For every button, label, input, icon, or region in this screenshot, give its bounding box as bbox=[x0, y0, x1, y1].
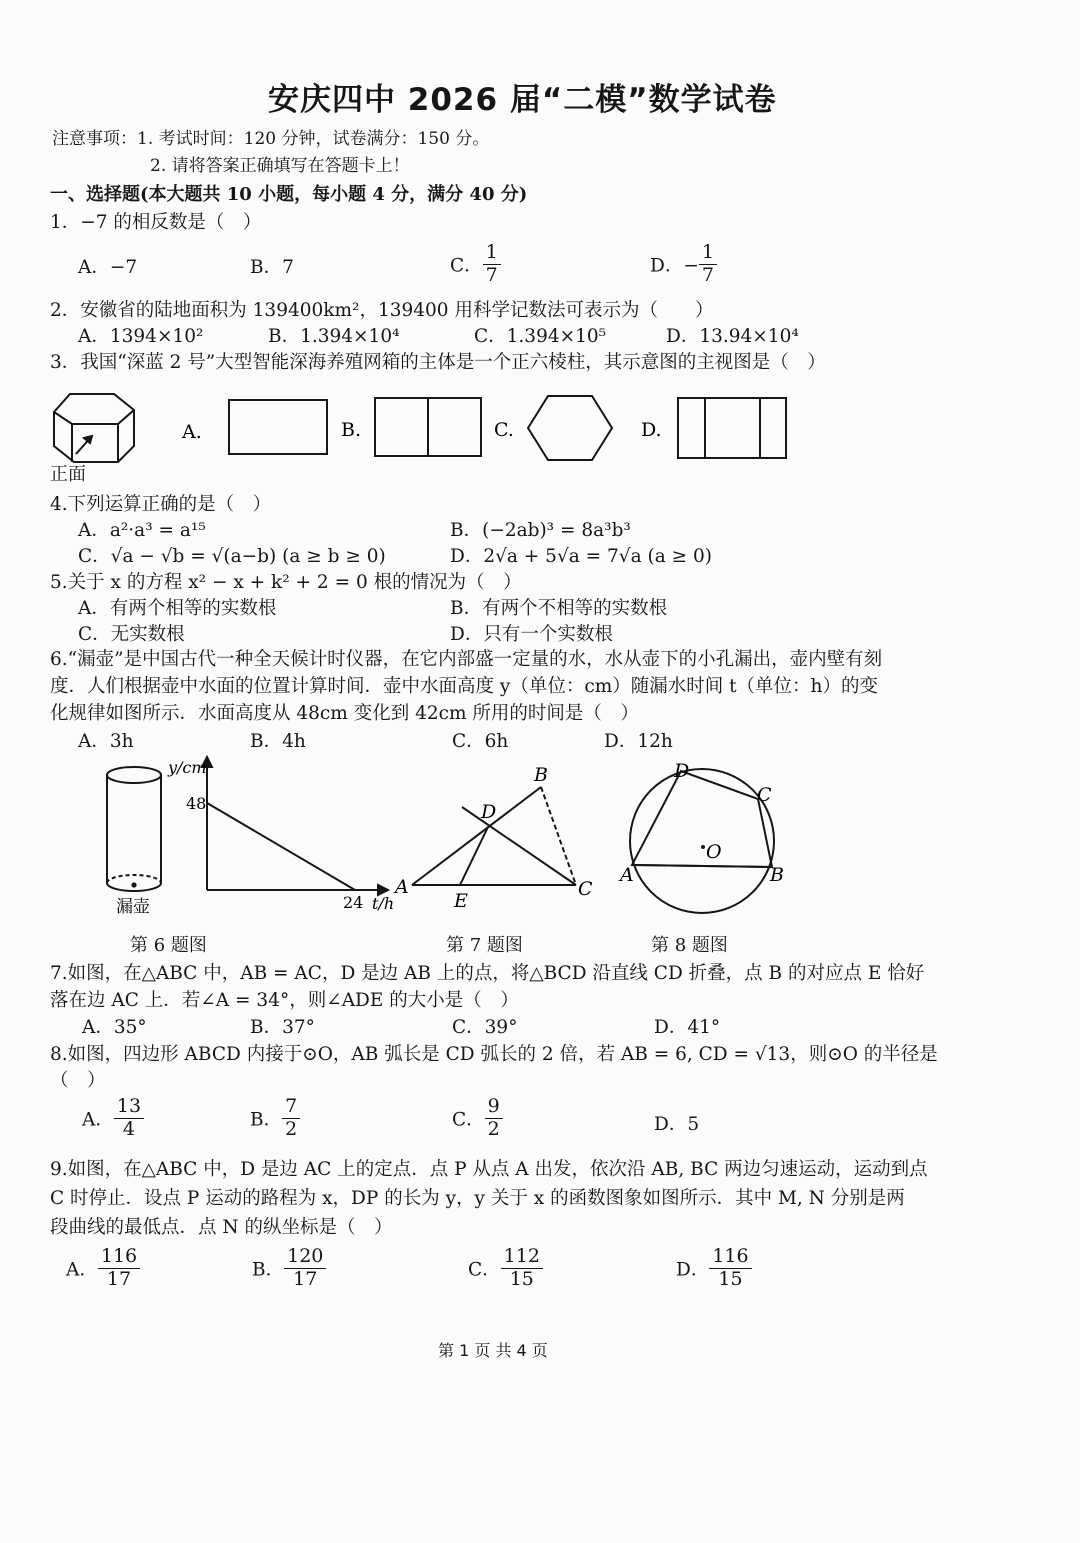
q5-option-d: D．只有一个实数根 bbox=[450, 624, 613, 645]
q7-option-c: C．39° bbox=[452, 1017, 518, 1038]
fraction-denominator: 2 bbox=[487, 1117, 500, 1140]
q8-option-b-fraction bbox=[282, 1096, 300, 1141]
fraction-denominator: 15 bbox=[718, 1267, 743, 1290]
q7-option-a: A．35° bbox=[82, 1017, 147, 1038]
q9-stem-line-1: 9.如图，在△ABC 中，D 是边 AC 上的定点．点 P 从点 A 出发，依次沿 AB, BC 两边匀速运动，运动到点 bbox=[50, 1159, 928, 1180]
q2-option-a: A．1394×10² bbox=[78, 326, 204, 347]
q8-option-b bbox=[250, 1096, 300, 1141]
fig8-center-dot bbox=[701, 845, 705, 849]
q7-stem-line-2: 落在边 AC 上．若∠A = 34°，则∠ADE 的大小是（ ） bbox=[50, 990, 519, 1011]
fraction-denominator: 17 bbox=[106, 1267, 132, 1290]
q7-option-d: D．41° bbox=[654, 1017, 721, 1038]
q1-option-d-fraction bbox=[699, 242, 717, 287]
q5-stem: 5.关于 x 的方程 x² − x + k² + 2 = 0 根的情况为（ ） bbox=[50, 572, 522, 593]
q9-option-b-fraction bbox=[284, 1246, 326, 1291]
q6-stem-line-3: 化规律如图所示．水面高度从 48cm 变化到 42cm 所用的时间是（ ） bbox=[50, 703, 639, 724]
q9-option-c-label: C． bbox=[468, 1259, 501, 1281]
notice-line-1: 注意事项：1. 考试时间：120 分钟，试卷满分：150 分。 bbox=[52, 129, 490, 149]
fraction-denominator: 4 bbox=[122, 1117, 136, 1140]
q6-stem-line-2: 度．人们根据壶中水面的位置计算时间．壶中水面高度 y（单位：cm）随漏水时间 t（单位：h）的变 bbox=[50, 676, 878, 697]
q8-stem-line-2: （ ） bbox=[50, 1070, 106, 1091]
fraction-numerator: 9 bbox=[485, 1096, 503, 1119]
q5-option-c: C．无实数根 bbox=[78, 624, 185, 645]
q4-option-a: A．a²·a³ = a¹⁵ bbox=[78, 520, 206, 541]
q8-option-a bbox=[82, 1096, 144, 1141]
fig8-inscribed-quadrilateral bbox=[630, 769, 774, 913]
page-title: 安庆四中 2026 届“二模”数学试卷 bbox=[268, 82, 777, 118]
q1-option-c-fraction bbox=[483, 242, 501, 287]
fig7-point-c: C bbox=[578, 878, 593, 900]
fig8-point-a: A bbox=[620, 864, 634, 886]
q1-option-b: B．7 bbox=[250, 257, 294, 278]
q4-option-d: D．2√a + 5√a = 7√a (a ≥ 0) bbox=[450, 546, 712, 567]
q3-figures bbox=[44, 384, 804, 484]
q2-option-d: D．13.94×10⁴ bbox=[666, 326, 799, 347]
q9-stem-line-2: C 时停止．设点 P 运动的路程为 x，DP 的长为 y，y 关于 x 的函数图象如图所示．其中 M, N 分别是两 bbox=[50, 1188, 905, 1209]
q6-option-b: B．4h bbox=[250, 731, 306, 752]
fig8-point-d: D bbox=[674, 760, 690, 782]
q9-option-c bbox=[468, 1246, 543, 1291]
q3-stem: 3．我国“深蓝 2 号”大型智能深海养殖网箱的主体是一个正六棱柱，其示意图的主视图是（ ） bbox=[50, 352, 826, 373]
q4-option-b: B．(−2ab)³ = 8a³b³ bbox=[450, 520, 631, 541]
fraction-denominator: 2 bbox=[285, 1117, 298, 1140]
fig6-x-axis-label: t/h bbox=[372, 894, 395, 913]
q6-option-a: A．3h bbox=[78, 731, 134, 752]
fig8-caption: 第 8 题图 bbox=[651, 935, 728, 956]
fig6-y-axis-label: y/cm bbox=[168, 758, 207, 777]
q9-stem-line-3: 段曲线的最低点．点 N 的纵坐标是（ ） bbox=[50, 1217, 393, 1238]
q8-option-a-label: A． bbox=[82, 1109, 114, 1131]
q7-stem-line-1: 7.如图，在△ABC 中，AB = AC，D 是边 AB 上的点，将△BCD 沿直线 CD 折叠，点 B 的对应点 E 恰好 bbox=[50, 963, 925, 984]
q2-option-b: B．1.394×10⁴ bbox=[268, 326, 400, 347]
fig8-point-c: C bbox=[757, 784, 772, 806]
q6-option-d: D．12h bbox=[604, 731, 673, 752]
q9-option-a-fraction bbox=[98, 1246, 140, 1291]
fig7-point-d: D bbox=[481, 801, 497, 823]
q9-option-c-fraction bbox=[501, 1246, 543, 1291]
q6-option-c: C．6h bbox=[452, 731, 509, 752]
fig6-caption: 第 6 题图 bbox=[130, 935, 207, 956]
fraction-numerator: 1 bbox=[699, 242, 717, 265]
q9-option-b-label: B． bbox=[252, 1259, 285, 1281]
q9-option-a bbox=[66, 1246, 140, 1291]
section-heading-choice: 一、选择题(本大题共 10 小题，每小题 4 分，满分 40 分) bbox=[50, 184, 528, 205]
q3-option-a-shape bbox=[229, 400, 327, 454]
fraction-numerator: 13 bbox=[114, 1096, 144, 1119]
fraction-denominator: 7 bbox=[485, 263, 498, 286]
fig6-y-tick: 48 bbox=[186, 794, 207, 813]
q9-option-d-label: D． bbox=[676, 1259, 710, 1281]
q3-option-b-label: B. bbox=[341, 419, 362, 441]
q1-option-a: A．−7 bbox=[78, 257, 138, 278]
q8-option-c-label: C． bbox=[452, 1109, 485, 1131]
fig7-point-a: A bbox=[395, 876, 409, 898]
q2-stem: 2．安徽省的陆地面积为 139400km²，139400 用科学记数法可表示为（ ） bbox=[50, 300, 714, 321]
fraction-denominator: 15 bbox=[509, 1267, 534, 1290]
page-number: 第 1 页 共 4 页 bbox=[438, 1341, 548, 1360]
notice-line-2: 2. 请将答案正确填写在答题卡上！ bbox=[150, 156, 410, 176]
q1-option-c bbox=[450, 242, 501, 287]
hexagonal-prism-icon bbox=[54, 394, 134, 462]
q1-option-c-label: C． bbox=[450, 255, 483, 277]
fig7-point-b: B bbox=[534, 764, 548, 786]
fig7-point-e: E bbox=[454, 890, 468, 912]
q3-option-c-label: C. bbox=[494, 419, 514, 441]
fig7-caption: 第 7 题图 bbox=[446, 935, 523, 956]
q5-option-a: A．有两个相等的实数根 bbox=[78, 598, 277, 619]
q1-option-d-label: D．− bbox=[650, 255, 699, 277]
q9-option-a-label: A． bbox=[66, 1259, 98, 1281]
q3-option-c-shape bbox=[528, 396, 612, 460]
fig8-point-o: O bbox=[706, 841, 722, 863]
fraction-numerator: 116 bbox=[709, 1246, 751, 1269]
q9-option-b bbox=[252, 1246, 326, 1291]
fig8-point-b: B bbox=[770, 864, 784, 886]
q9-option-d bbox=[676, 1246, 752, 1291]
q3-option-d-shape bbox=[678, 398, 786, 458]
q1-option-d bbox=[650, 242, 717, 287]
q7-option-b: B．37° bbox=[250, 1017, 315, 1038]
q8-stem-line-1: 8.如图，四边形 ABCD 内接于⊙O，AB 弧长是 CD 弧长的 2 倍，若 AB = 6, CD = √13，则⊙O 的半径是 bbox=[50, 1044, 938, 1065]
q6-stem-line-1: 6.“漏壶”是中国古代一种全天候计时仪器，在它内部盛一定量的水，水从壶下的小孔漏出，壶内壁有刻 bbox=[50, 649, 883, 670]
fraction-numerator: 120 bbox=[284, 1246, 326, 1269]
q8-option-a-fraction bbox=[114, 1096, 144, 1141]
vessel-label: 漏壶 bbox=[116, 897, 150, 917]
q4-stem: 4.下列运算正确的是（ ） bbox=[50, 494, 272, 515]
q8-option-d: D．5 bbox=[654, 1114, 700, 1135]
q5-option-b: B．有两个不相等的实数根 bbox=[450, 598, 668, 619]
q3-option-d-label: D. bbox=[641, 419, 662, 441]
water-clock-vessel-icon bbox=[107, 767, 161, 891]
q8-option-c-fraction bbox=[485, 1096, 503, 1141]
fraction-numerator: 112 bbox=[501, 1246, 543, 1269]
q3-option-a-label: A. bbox=[182, 421, 202, 443]
fraction-numerator: 116 bbox=[98, 1246, 140, 1269]
fig6-graph bbox=[202, 757, 388, 895]
q2-option-c: C．1.394×10⁵ bbox=[474, 326, 607, 347]
fraction-numerator: 7 bbox=[282, 1096, 300, 1119]
fraction-numerator: 1 bbox=[483, 242, 501, 265]
q1-stem: 1．−7 的相反数是（ ） bbox=[50, 212, 262, 233]
q8-option-b-label: B． bbox=[250, 1109, 283, 1131]
q3-option-b-shape bbox=[375, 398, 481, 456]
q4-option-c: C．√a − √b = √(a−b) (a ≥ b ≥ 0) bbox=[78, 546, 386, 567]
fraction-denominator: 17 bbox=[293, 1267, 318, 1290]
fraction-denominator: 7 bbox=[701, 263, 714, 286]
q9-option-d-fraction bbox=[709, 1246, 751, 1291]
fig6-x-tick: 24 bbox=[343, 893, 364, 912]
q3-front-label: 正面 bbox=[50, 464, 86, 485]
figures-row bbox=[90, 755, 810, 925]
q8-option-c bbox=[452, 1096, 503, 1141]
